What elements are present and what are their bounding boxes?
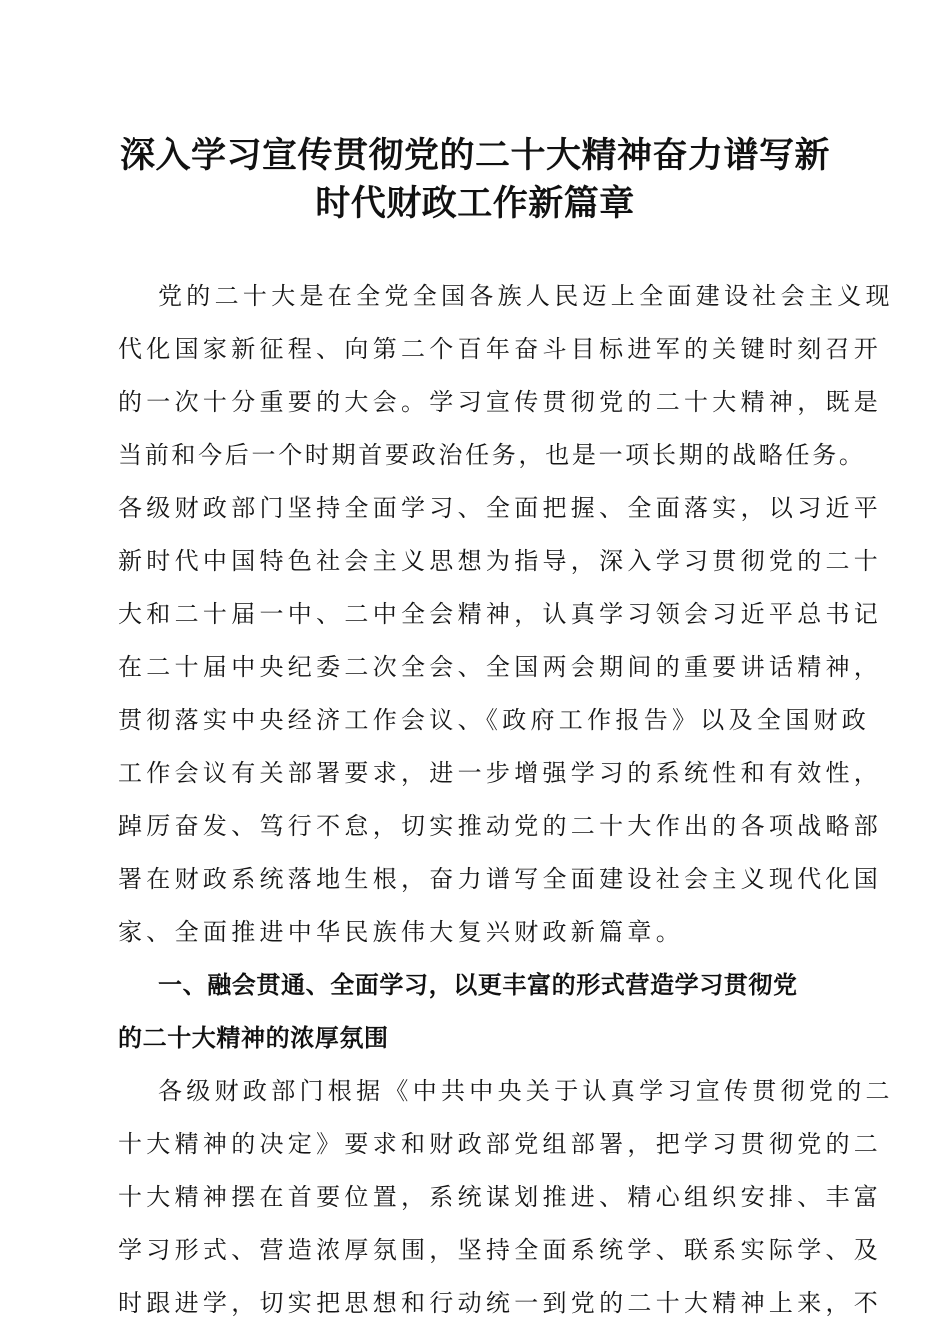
paragraph-line: 学习形式、营造浓厚氛围，坚持全面系统学、联系实际学、及 (118, 1236, 883, 1264)
title-line-2: 时代财政工作新篇章 (315, 183, 635, 224)
paragraph-line: 在二十届中央纪委二次全会、全国两会期间的重要讲话精神， (118, 653, 883, 681)
paragraph-line: 党的二十大是在全党全国各族人民迈上全面建设社会主义现 (158, 282, 894, 310)
paragraph-line: 家、全面推进中华民族伟大复兴财政新篇章。 (118, 918, 684, 946)
paragraph-line: 踔厉奋发、笃行不怠，切实推动党的二十大作出的各项战略部 (118, 812, 883, 840)
intro-paragraph (118, 270, 894, 959)
paragraph-line: 署在财政系统落地生根，奋力谱写全面建设社会主义现代化国 (118, 865, 883, 893)
document-title (100, 132, 850, 228)
paragraph-line: 的一次十分重要的大会。学习宣传贯彻党的二十大精神，既是 (118, 388, 883, 416)
paragraph-line: 十大精神的决定》要求和财政部党组部署，把学习贯彻党的二 (118, 1130, 883, 1158)
section-heading (118, 959, 838, 1065)
paragraph-line: 代化国家新征程、向第二个百年奋斗目标进军的关键时刻召开 (118, 335, 883, 363)
section-paragraph (118, 1065, 894, 1330)
paragraph-line: 工作会议有关部署要求，进一步增强学习的系统性和有效性， (118, 759, 883, 787)
paragraph-line: 时跟进学，切实把思想和行动统一到党的二十大精神上来，不 (118, 1289, 883, 1317)
paragraph-line: 贯彻落实中央经济工作会议、《政府工作报告》以及全国财政 (118, 706, 871, 734)
heading-line: 的二十大精神的浓厚氛围 (118, 1024, 389, 1052)
paragraph-line: 十大精神摆在首要位置，系统谋划推进、精心组织安排、丰富 (118, 1183, 883, 1211)
paragraph-line: 各级财政部门根据《中共中央关于认真学习宣传贯彻党的二 (158, 1077, 894, 1105)
paragraph-line: 当前和今后一个时期首要政治任务，也是一项长期的战略任务。 (118, 441, 866, 469)
paragraph-line: 新时代中国特色社会主义思想为指导，深入学习贯彻党的二十 (118, 547, 883, 575)
title-line-1: 深入学习宣传贯彻党的二十大精神奋力谱写新 (119, 135, 830, 176)
paragraph-line: 各级财政部门坚持全面学习、全面把握、全面落实，以习近平 (118, 494, 883, 522)
document-body (118, 270, 894, 1330)
heading-line: 一、融会贯通、全面学习，以更丰富的形式营造学习贯彻党 (158, 971, 798, 999)
paragraph-line: 大和二十届一中、二中全会精神，认真学习领会习近平总书记 (118, 600, 883, 628)
